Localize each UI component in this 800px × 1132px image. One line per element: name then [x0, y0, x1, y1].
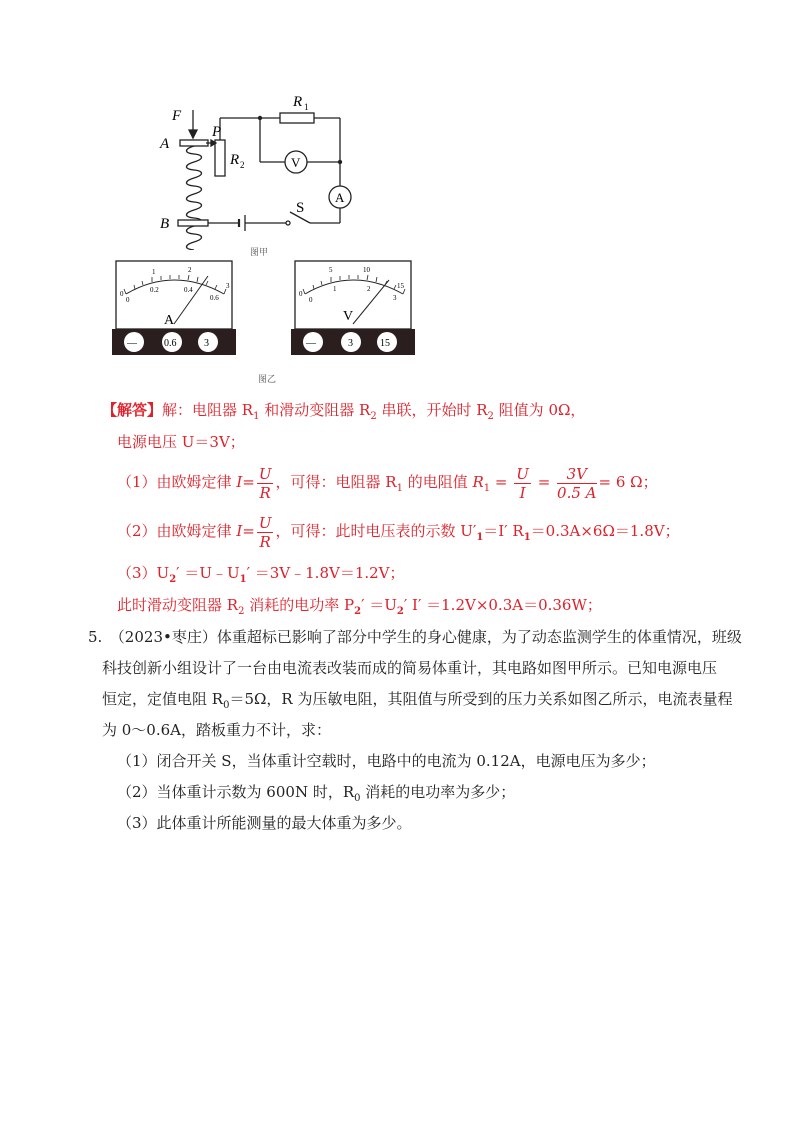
solution-line-3: （1）由欧姆定律 I= $\frac{U}{R}$ ，可得：电阻器 $R_1$ 的电阻值 $R_1$ = $\frac{U}{I}$ = $\frac{3V}{0.5 A}$ = 6 Ω；	[117, 464, 658, 502]
voltmeter-bottom-3: 3	[393, 294, 397, 302]
voltmeter-letter: V	[343, 309, 354, 324]
label-R1-sub: 1	[304, 102, 309, 112]
voltmeter-terminal-15: 15	[380, 338, 390, 349]
label-A: A	[160, 136, 170, 152]
voltmeter-top-5: 5	[329, 266, 333, 274]
ammeter-bottom-04: 0.4	[184, 286, 193, 294]
problem-line-4: 为 0～0.6A，踏板重力不计，求：	[102, 721, 332, 739]
label-P: P	[212, 124, 222, 140]
ammeter-top-3: 3	[226, 282, 230, 290]
figure-caption-a: 图甲	[250, 248, 269, 258]
ammeter-top-0: 0	[120, 290, 124, 298]
voltmeter-symbol: V	[291, 155, 301, 170]
voltmeter-terminal-3: 3	[348, 338, 353, 349]
fraction-3V-over-05A: $\frac{3V}{0.5 A}$	[557, 464, 597, 502]
circuit-diagram	[150, 90, 370, 250]
label-F: F	[172, 108, 182, 124]
ammeter-bottom-06: 0.6	[210, 294, 219, 302]
ammeter-terminal-06: 0.6	[164, 338, 177, 349]
fraction-U-over-R-2: $\frac{U}{R}$	[258, 513, 272, 551]
label-S: S	[296, 200, 305, 216]
fraction-U-over-R: $\frac{U}{R}$	[258, 464, 272, 502]
voltmeter-top-10: 10	[363, 266, 370, 274]
voltmeter-bottom-2: 2	[367, 285, 371, 293]
label-R2-sub: 2	[240, 160, 245, 170]
ammeter-terminal-3: 3	[204, 338, 209, 349]
ammeter-terminal-neg: —	[127, 338, 137, 349]
problem-line-1: 5. （2023•枣庄）体重超标已影响了部分中学生的身心健康，为了动态监测学生的体重情况，班级	[88, 628, 742, 646]
solution-line-1: 【解答】解：电阻器 $R_1$ 和滑动变阻器 $R_2$ 串联，开始时 $R_2$ 阻值为 0Ω，	[102, 401, 586, 422]
voltmeter-top-15: 15	[397, 282, 404, 290]
voltmeter-bottom-1: 1	[333, 285, 337, 293]
question-3: （3）此体重计所能测量的最大体重为多少。	[117, 814, 412, 832]
ammeter-bottom-0: 0	[126, 296, 130, 304]
ammeter-top-1: 1	[152, 268, 156, 276]
figure-caption-b: 图乙	[258, 375, 277, 385]
ammeter-symbol: A	[335, 190, 345, 205]
answer-tag: 【解答】	[102, 401, 163, 419]
fraction-U-over-I: $\frac{U}{I}$	[516, 464, 529, 502]
voltmeter-terminal-neg: —	[306, 338, 316, 349]
question-2: （2）当体重计示数为 600N 时，$R_0$ 消耗的电功率为多少；	[117, 783, 516, 804]
ammeter-letter: A	[164, 313, 175, 328]
solution-line-2: 电源电压 U＝3V；	[117, 433, 245, 451]
solution-line-6: 此时滑动变阻器 $R_2$ 消耗的电功率 $P_2' =U_2'$ I′ ＝1.2V×0.3A＝0.36W；	[117, 596, 602, 617]
ammeter-bottom-02: 0.2	[150, 286, 159, 294]
label-R2: R	[230, 152, 240, 168]
problem-line-2: 科技创新小组设计了一台由电流表改装而成的简易体重计，其电路如图甲所示。已知电源电压	[102, 659, 718, 677]
label-B: B	[160, 216, 170, 232]
problem-line-3: 恒定，定值电阻 $R_0=5\Omega$，R 为压敏电阻，其阻值与所受到的压力关系如图乙所示，电流表量程	[102, 690, 733, 711]
ammeter-top-2: 2	[188, 266, 192, 274]
ammeter-dial	[112, 258, 236, 358]
voltmeter-top-0: 0	[299, 290, 303, 298]
solution-line-4: （2）由欧姆定律 I= $\frac{U}{R}$ ，可得：此时电压表的示数 $U'_1=I'$ $R_1=0.3A\times 6\Omega=1.8V$；	[117, 513, 680, 551]
question-1: （1）闭合开关 S，当体重计空载时，电路中的电流为 0.12A，电源电压为多少；	[117, 752, 656, 770]
label-R1: R	[293, 94, 303, 110]
voltmeter-bottom-0: 0	[309, 296, 313, 304]
solution-line-5: $(3)U_2'$ $=U﹣U_1'$ ＝3V﹣1.8V＝1.2V；	[117, 564, 405, 585]
voltmeter-dial	[291, 258, 415, 358]
